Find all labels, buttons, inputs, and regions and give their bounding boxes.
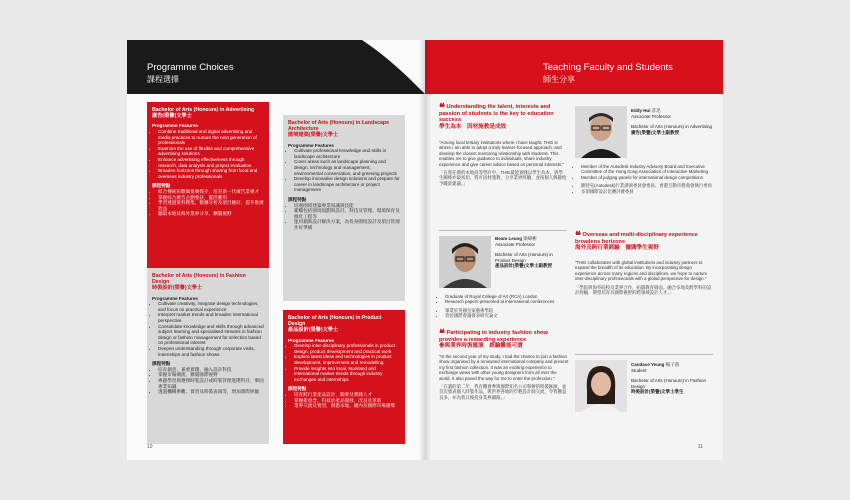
programme-title-zh: 園境建築(榮譽)文學士 <box>288 132 339 139</box>
photo-candace-yeung <box>575 360 627 412</box>
feature-item-zh: • 聽取本地及海外業界分享，擴闊視野 <box>158 211 264 217</box>
feature-item: • Provide insights into local, Mainland and international market trends through industry exchanges and internships <box>294 366 400 383</box>
quote-heading-zh: 參與業界時裝匯演 經驗難能可貴 <box>439 343 523 350</box>
features-label: Programme Features <box>288 142 334 148</box>
features-zh-label: 課程特點 <box>288 386 307 392</box>
feature-item-zh: • 專題學習與選擇時裝設計或時裝管理進階科目，鞏固專業知識 <box>158 378 264 389</box>
quote-heading: ❝ Overseas and multi-disciplinary experience broadens horizons 海外及跨行業經驗 擴闊學生視野 <box>575 232 713 252</box>
quote-open-icon: ❝ <box>575 230 581 242</box>
feature-item: • Cultivate professional knowledge and skills in landscape architecture <box>294 148 400 159</box>
feature-item-zh: • 培育跨行業產品設計、開發及實踐人才 <box>294 392 400 398</box>
feature-item-zh: • 透過機構參觀、實習及時裝表演等，增加實際經驗 <box>158 389 264 395</box>
programme-box-fashion <box>147 268 269 444</box>
feature-item: • Interpret market trends and broaden international perspective <box>158 312 264 323</box>
quote-body: "In the second year of my study, I had the chance to join a fashion show organised by a renowned international company and present my first fashion collection. It was an exciting experience to exchange views with other young designers from all over the world. It also paved the way for me to enter the profession." 「在讀的第二年，我有機會參與國際知名公司舉辦的時裝匯演，並首次發表個人時裝作品，與世界各地的年輕設計師交流，令我獲益良多，亦為我日後投身業界鋪路。」 <box>439 354 569 400</box>
feature-item: • Combine traditional and digital advertising and media practices to nurture the next generation of professionals <box>158 129 264 146</box>
quote-heading: ❝ Understanding the talent, interests and passion of students is the key to education success 學生為本 因材施教是成效 <box>439 104 567 130</box>
features-label: Programme Features <box>288 337 334 343</box>
quote-body: "THEi collaborates with global institutions and industry partners to expand the breadth of its education. By incorporating design experience across many regions and disciplines, we hope to nurture inter-disciplinary professionals with a global perspective for design." 「學院與海外院校及業界合作，拓闊教育層面。融合多地及跨學科的設計經驗，期望培育具國際視野的跨領域設計人才。」 <box>575 260 712 296</box>
programme-box-landscape <box>283 115 405 301</box>
quote-heading-zh: 學生為本 因材施教是成效 <box>439 123 507 130</box>
programme-title: Bachelor of Arts (Honours) in Landscape Architecture <box>288 120 389 133</box>
person-bullets-eddy: • Member of the Autodesk Industry Advisory Board and Executive Committee of the Hong Kong Association of Interactive Marketing • Member of judging panels for international design competitions • 歐特克(Autodesk)行業諮詢委員會委員、香港互動市務商會執行委員 • 多項國際設計比賽評審委員 <box>575 164 715 194</box>
person-programme-zh: 產品設計(榮譽)文學士副教授 <box>495 263 552 269</box>
quote-heading: ❝ Participating in industry fashion show provides a rewarding experience 參與業界時裝匯演 經驗難能可貴 <box>439 330 569 350</box>
person-role: Associate Professor <box>631 113 672 119</box>
person-name: Eddy Hui <box>631 108 651 113</box>
programme-title: Bachelor of Arts (Honours) in Fashion Design <box>152 273 246 286</box>
person-name-zh: 楊子茵 <box>665 362 680 367</box>
right-title: Teaching Faculty and Students <box>543 62 673 73</box>
feature-item: • Enhance advertising effectiveness through research, data analysis and project evaluation <box>158 157 264 168</box>
feature-item-zh: • 掌握新意念、科技於產品開發、改良及革新 <box>294 398 400 404</box>
programme-title: Bachelor of Arts (Honours) in Advertising <box>152 107 255 113</box>
brochure-spread <box>127 40 723 460</box>
person-programme-zh: 時裝設計(榮譽)文學士學生 <box>631 389 684 395</box>
person-info-beam <box>495 236 569 269</box>
quote-body-zh: 「在曾任教的本地高等學府中，THEi最能實踐以學生為本，與學生關係亦最密切，我可因材施教，分享業界經驗，並按個人興趣給予職涯建議。」 <box>439 170 567 186</box>
quote-body-zh: 「在讀的第二年，我有機會參與國際知名公司舉辦的時裝匯演，並首次發表個人時裝作品，與世界各地的年輕設計師交流，令我獲益良多，亦為我日後投身業界鋪路。」 <box>439 384 567 400</box>
person-programme: Bachelor of Arts (Honours) in Fashion Design <box>631 378 707 389</box>
person-info-candace <box>631 362 717 395</box>
feature-item: • Examine the use of flexible and comprehensive advertising solutions <box>158 146 264 157</box>
person-programme-zh: 廣告(榮譽)文學士副教授 <box>631 129 679 135</box>
programme-box-product <box>283 310 405 444</box>
programme-title-zh: 廣告(榮譽)文學士 <box>152 113 192 120</box>
right-header <box>425 40 723 94</box>
photo-beam-leung <box>439 236 491 288</box>
quote-heading-zh: 海外及跨行業經驗 擴闊學生視野 <box>575 245 659 252</box>
person-bullets-beam: • Graduate of Royal College of Art (RCA) London • Research papers presented at international conferences • 畢業於英國皇家藝術學院 • 曾於國際會議發表研究論文 <box>439 294 569 319</box>
divider <box>439 230 567 231</box>
person-name: Candace Yeung <box>631 362 665 367</box>
programme-title: Bachelor of Arts (Honours) in Product Design <box>288 315 382 328</box>
programme-title-zh: 時裝設計(榮譽)文學士 <box>152 285 203 292</box>
left-page <box>127 40 425 460</box>
feature-item-zh: • 培養園境建築專業知識與技能 <box>294 203 400 209</box>
features-label: Programme Features <box>152 295 198 301</box>
person-name-zh: 許迅 <box>651 108 661 113</box>
feature-item-zh: • 業界交流及實習，洞悉本地、國內及國際市場趨勢 <box>294 403 400 409</box>
features-label: Programme Features <box>152 123 198 129</box>
programme-box-advertising <box>147 102 269 274</box>
feature-item: • Explore latest ideas and technologies in product development, improvement and remodelling <box>294 354 400 365</box>
person-info-eddy <box>631 108 717 135</box>
right-subtitle: 師生分享 <box>543 75 575 84</box>
feature-item: • Develop innovative design solutions and prepare for career in landscape architecture or project management <box>294 176 400 193</box>
feature-item-zh: • 結合傳統和數碼推廣媒介，培育新一代廣告業專才 <box>158 189 264 195</box>
feature-item-zh: • 掌握市場潮流，擴闊國際視野 <box>158 372 264 378</box>
feature-item: • Develop inter-disciplinary professionals in product design, product development and practical work <box>294 343 400 354</box>
quote-body-zh: 「學院與海外院校及業界合作，拓闊教育層面。融合多地及跨學科的設計經驗，期望培育具國際視野的跨領域設計人才。」 <box>575 284 712 296</box>
quote-open-icon: ❝ <box>439 102 445 114</box>
person-programme: Bachelor of Arts (Honours) in Product Design <box>495 252 553 263</box>
spine-shadow <box>419 40 431 460</box>
feature-item-zh: • 運用創新設計解決方案，為投身園境設計及項目管理作好準備 <box>294 219 400 230</box>
right-page <box>425 40 723 460</box>
person-role: Student <box>631 367 647 373</box>
feature-item: • Cover areas such as landscape planning and design, technology and management, environmental conservation, and greening projects <box>294 159 400 176</box>
quote-open-icon: ❝ <box>439 328 445 340</box>
divider <box>575 354 713 355</box>
feature-item-zh: • 學習透過資料搜集、數據分析及項目檢討，提升推廣效益 <box>158 200 264 211</box>
feature-item: • Deepen understanding through corporate visits, internships and fashion shows <box>158 346 264 357</box>
left-header <box>127 40 425 94</box>
page-number-right: 11 <box>697 444 703 450</box>
features-zh-label: 課程特點 <box>152 361 171 367</box>
person-name-zh: 梁煒彬 <box>523 236 537 241</box>
person-role: Associate Professor <box>495 241 536 247</box>
left-subtitle: 課程選擇 <box>147 75 179 84</box>
feature-item-zh: • 範疇包括園境規劃與設計、科技及管理、環境保育及綠化工程等 <box>294 208 400 219</box>
left-title: Programme Choices <box>147 62 234 73</box>
feature-item: • Consolidate knowledge and skills through advanced subject learning and specialised streams in fashion design or fashion management for selection based on professional interest <box>158 324 264 346</box>
feature-item-zh: • 掌握綜合廣告企劃要訣，靈活應用 <box>158 195 264 201</box>
photo-eddy-hui <box>575 106 627 158</box>
person-programme: Bachelor of Arts (Honours) in Advertising <box>631 124 713 130</box>
features-zh-label: 課程特點 <box>152 183 171 189</box>
page-number-left: 10 <box>147 444 153 450</box>
quote-body: "Among local tertiary institutions where I have taught, THEi is where I am able to adopt a truly learner-focused approach, and develop the closest mentoring relationship with students. This enables me to give guidance to individuals, share industry experience and give career advice based on personal interests." 「在曾任教的本地高等學府中，THEi最能實踐以學生為本，與學生關係亦最密切，我可因材施教，分享業界經驗，並按個人興趣給予職涯建議。」 <box>439 140 567 186</box>
feature-item: • Broaden horizons through sharing from local and overseas industry professionals <box>158 168 264 179</box>
programme-title-zh: 產品設計(榮譽)文學士 <box>288 327 339 334</box>
feature-item-zh: • 培育創意，兼重實踐，融入設計科技 <box>158 367 264 373</box>
person-name: Beam Leung <box>495 236 523 241</box>
feature-item: • Cultivate creativity, integrate design technologies, and focus on practical experience <box>158 301 264 312</box>
features-zh-label: 課程特點 <box>288 196 307 202</box>
